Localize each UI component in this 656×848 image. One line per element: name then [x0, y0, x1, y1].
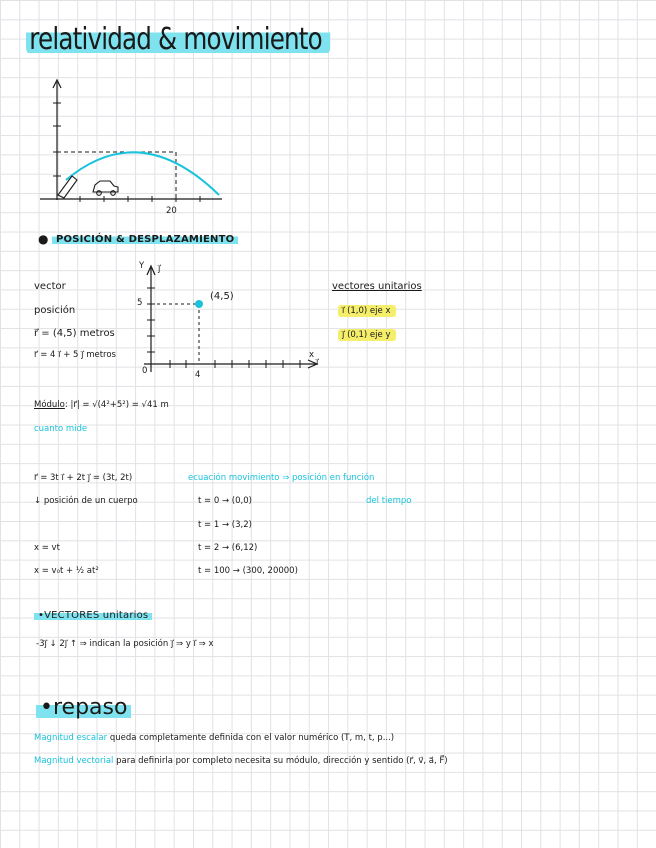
vectores-line: -3j⃗ ↓ 2j⃗ ↑ ⇒ indican la posición j⃗ ⇒ y i⃗ ⇒ x: [36, 639, 214, 649]
x-axis-label: x: [309, 350, 315, 360]
y-axis-label: Y: [139, 261, 145, 271]
x-accel: x = v₀t + ½ at²: [34, 566, 99, 576]
magnitud-escalar-term: Magnitud escalar: [34, 733, 108, 743]
x-tick-label-4: 4: [195, 370, 201, 380]
r-equation-2: r⃗ = 4 i⃗ + 5 j⃗ metros: [34, 350, 116, 360]
y-unit-label: j⃗: [158, 264, 161, 274]
r-equation-1: r⃗ = (4,5) metros: [34, 328, 115, 339]
position-body-note: ↓ posición de un cuerpo: [34, 496, 138, 506]
posicion-label: posición: [34, 305, 76, 316]
time-row-3: t = 2 → (6,12): [198, 543, 258, 553]
i-unit-vector: i⃗ (1,0) eje x: [338, 305, 396, 317]
x-vt: x = vt: [34, 543, 60, 553]
motion-note-2: del tiempo: [366, 496, 412, 506]
bullet-dot: ●: [38, 232, 49, 246]
time-row-2: t = 1 → (3,2): [198, 520, 252, 530]
motion-note-1: ecuación movimiento ⇒ posición en función: [188, 473, 375, 483]
x-tick-label: 20: [166, 206, 177, 216]
y-tick-label: 5: [137, 298, 143, 308]
x-unit-label: i⃗: [316, 358, 319, 368]
origin-label: 0: [142, 366, 148, 376]
repaso-line-2: [34, 756, 448, 766]
point-marker: [195, 300, 203, 308]
section-heading-vectores: •VECTORES unitarios: [34, 610, 152, 621]
modulo-note: cuanto mide: [34, 424, 88, 434]
modulo-label: Módulo: [34, 400, 65, 410]
magnitud-vectorial-definition: para definirla por completo necesita su módulo, dirección y sentido (r⃗, v⃗, a⃗, F⃗): [116, 756, 448, 766]
repaso-line-1: [34, 733, 394, 743]
point-label: (4,5): [210, 291, 234, 302]
section-heading-repaso: •repaso: [36, 695, 131, 720]
section-heading-posicion: POSICIÓN & DESPLAZAMIENTO: [52, 234, 238, 245]
unit-vectors-heading: vectores unitarios: [332, 281, 422, 292]
magnitud-escalar-definition: queda completamente definida con el valor numérico (T, m, t, p...): [109, 733, 395, 743]
time-row-4: t = 100 → (300, 20000): [198, 566, 298, 576]
time-row-1: t = 0 → (0,0): [198, 496, 252, 506]
modulo-formula: : |r⃗| = √(4²+5²) = √41 m: [64, 400, 169, 410]
page-title: relatividad & movimiento: [26, 22, 330, 57]
vector-label: vector: [34, 281, 66, 292]
magnitud-vectorial-term: Magnitud vectorial: [34, 756, 114, 766]
motion-equation: r⃗ = 3t i⃗ + 2t j⃗ = (3t, 2t): [34, 473, 133, 483]
j-unit-vector: j⃗ (0,1) eje y: [338, 329, 396, 341]
car-icon: [93, 181, 118, 195]
modulo-line: [34, 400, 169, 410]
